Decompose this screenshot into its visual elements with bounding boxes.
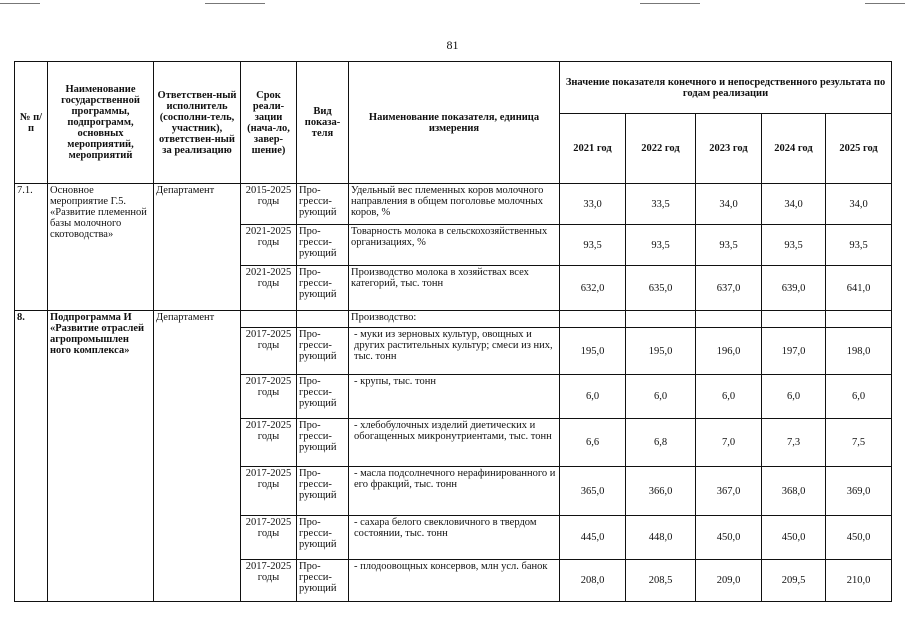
section-title-row: Производство: <box>349 311 560 328</box>
top-rule-right <box>865 3 905 4</box>
title-row-value-empty <box>826 311 892 328</box>
row-value: 450,0 <box>826 516 892 560</box>
row-indicator: - сахара белого свекловичного в твердом состоянии, тыс. тонн <box>349 516 560 560</box>
row-value: 93,5 <box>560 225 626 266</box>
row-value: 209,0 <box>696 560 762 602</box>
top-rule-center-right <box>640 3 700 4</box>
row-term: 2017-2025 годы <box>241 467 297 516</box>
section-executor: Департамент <box>154 184 241 311</box>
header-year: 2025 год <box>826 114 892 184</box>
row-type: Про-гресси-рующий <box>297 560 349 602</box>
row-value: 210,0 <box>826 560 892 602</box>
header-type: Вид показа-теля <box>297 62 349 184</box>
row-value: 7,5 <box>826 419 892 467</box>
header-year: 2024 год <box>762 114 826 184</box>
header-year: 2022 год <box>626 114 696 184</box>
row-value: 450,0 <box>696 516 762 560</box>
header-program: Наименование государственной программы, подпрограмм, основных мероприятий, мероприятий <box>48 62 154 184</box>
row-value: 6,6 <box>560 419 626 467</box>
row-value: 637,0 <box>696 266 762 311</box>
title-row-value-empty <box>626 311 696 328</box>
row-value: 641,0 <box>826 266 892 311</box>
row-value: 6,0 <box>762 375 826 419</box>
page-number: 81 <box>446 38 459 52</box>
row-value: 7,0 <box>696 419 762 467</box>
header-executor: Ответствен-ный исполнитель (сосполни-тель, участник), ответствен-ный за реализацию <box>154 62 241 184</box>
row-value: 33,0 <box>560 184 626 225</box>
row-indicator: - муки из зерновых культур, овощных и других растительных культур; смеси из них, тыс. тонн <box>349 328 560 375</box>
row-type: Про-гресси-рующий <box>297 184 349 225</box>
row-term: 2015-2025 годы <box>241 184 297 225</box>
row-indicator: Товарность молока в сельскохозяйственных организациях, % <box>349 225 560 266</box>
row-value: 195,0 <box>626 328 696 375</box>
row-value: 6,8 <box>626 419 696 467</box>
header-year: 2023 год <box>696 114 762 184</box>
row-term: 2021-2025 годы <box>241 225 297 266</box>
row-value: 6,0 <box>560 375 626 419</box>
row-value: 632,0 <box>560 266 626 311</box>
row-indicator: - плодоовощных консервов, млн усл. банок <box>349 560 560 602</box>
row-value: 6,0 <box>626 375 696 419</box>
row-indicator: Удельный вес племенных коров молочного направления в общем поголовье молочных коров, % <box>349 184 560 225</box>
section-num: 7.1. <box>15 184 48 311</box>
row-value: 34,0 <box>696 184 762 225</box>
row-term: 2017-2025 годы <box>241 375 297 419</box>
row-value: 366,0 <box>626 467 696 516</box>
row-type: Про-гресси-рующий <box>297 375 349 419</box>
row-value: 197,0 <box>762 328 826 375</box>
header-indicator: Наименование показателя, единица измерения <box>349 62 560 184</box>
row-value: 369,0 <box>826 467 892 516</box>
row-indicator: Производство молока в хозяйствах всех категорий, тыс. тонн <box>349 266 560 311</box>
row-value: 196,0 <box>696 328 762 375</box>
row-value: 450,0 <box>762 516 826 560</box>
row-value: 33,5 <box>626 184 696 225</box>
header-values-group: Значение показателя конечного и непосредственного результата по годам реализации <box>560 62 892 114</box>
row-value: 445,0 <box>560 516 626 560</box>
row-type: Про-гресси-рующий <box>297 225 349 266</box>
row-value: 365,0 <box>560 467 626 516</box>
row-value: 93,5 <box>762 225 826 266</box>
row-indicator: - крупы, тыс. тонн <box>349 375 560 419</box>
title-row-type-empty <box>297 311 349 328</box>
row-type: Про-гресси-рующий <box>297 467 349 516</box>
row-term: 2021-2025 годы <box>241 266 297 311</box>
row-value: 208,0 <box>560 560 626 602</box>
row-type: Про-гресси-рующий <box>297 328 349 375</box>
row-value: 208,5 <box>626 560 696 602</box>
section-num: 8. <box>15 311 48 602</box>
header-year: 2021 год <box>560 114 626 184</box>
row-type: Про-гресси-рующий <box>297 516 349 560</box>
row-value: 198,0 <box>826 328 892 375</box>
title-row-term-empty <box>241 311 297 328</box>
row-value: 448,0 <box>626 516 696 560</box>
row-type: Про-гресси-рующий <box>297 419 349 467</box>
row-value: 6,0 <box>696 375 762 419</box>
row-value: 639,0 <box>762 266 826 311</box>
row-term: 2017-2025 годы <box>241 328 297 375</box>
row-value: 93,5 <box>826 225 892 266</box>
row-term: 2017-2025 годы <box>241 419 297 467</box>
row-value: 6,0 <box>826 375 892 419</box>
row-value: 7,3 <box>762 419 826 467</box>
row-value: 195,0 <box>560 328 626 375</box>
row-value: 209,5 <box>762 560 826 602</box>
row-value: 635,0 <box>626 266 696 311</box>
section-program: Основное мероприятие Г.5. «Развитие племенной базы молочного скотоводства» <box>48 184 154 311</box>
section-executor: Департамент <box>154 311 241 602</box>
title-row-value-empty <box>762 311 826 328</box>
top-rule-left <box>0 3 40 4</box>
row-value: 368,0 <box>762 467 826 516</box>
row-value: 34,0 <box>762 184 826 225</box>
header-term: Срок реали-зации (нача-ло, завер-шение) <box>241 62 297 184</box>
indicators-table <box>14 61 892 602</box>
row-value: 93,5 <box>626 225 696 266</box>
header-num: № п/п <box>15 62 48 184</box>
row-term: 2017-2025 годы <box>241 560 297 602</box>
row-type: Про-гресси-рующий <box>297 266 349 311</box>
row-value: 367,0 <box>696 467 762 516</box>
row-value: 34,0 <box>826 184 892 225</box>
row-value: 93,5 <box>696 225 762 266</box>
section-program: Подпрограмма И «Развитие отраслей агропромышлен ного комплекса» <box>48 311 154 602</box>
row-indicator: - хлебобулочных изделий диетических и обогащенных микронутриентами, тыс. тонн <box>349 419 560 467</box>
title-row-value-empty <box>560 311 626 328</box>
top-rule-center-left <box>205 3 265 4</box>
row-term: 2017-2025 годы <box>241 516 297 560</box>
row-indicator: - масла подсолнечного нерафинированного и его фракций, тыс. тонн <box>349 467 560 516</box>
title-row-value-empty <box>696 311 762 328</box>
